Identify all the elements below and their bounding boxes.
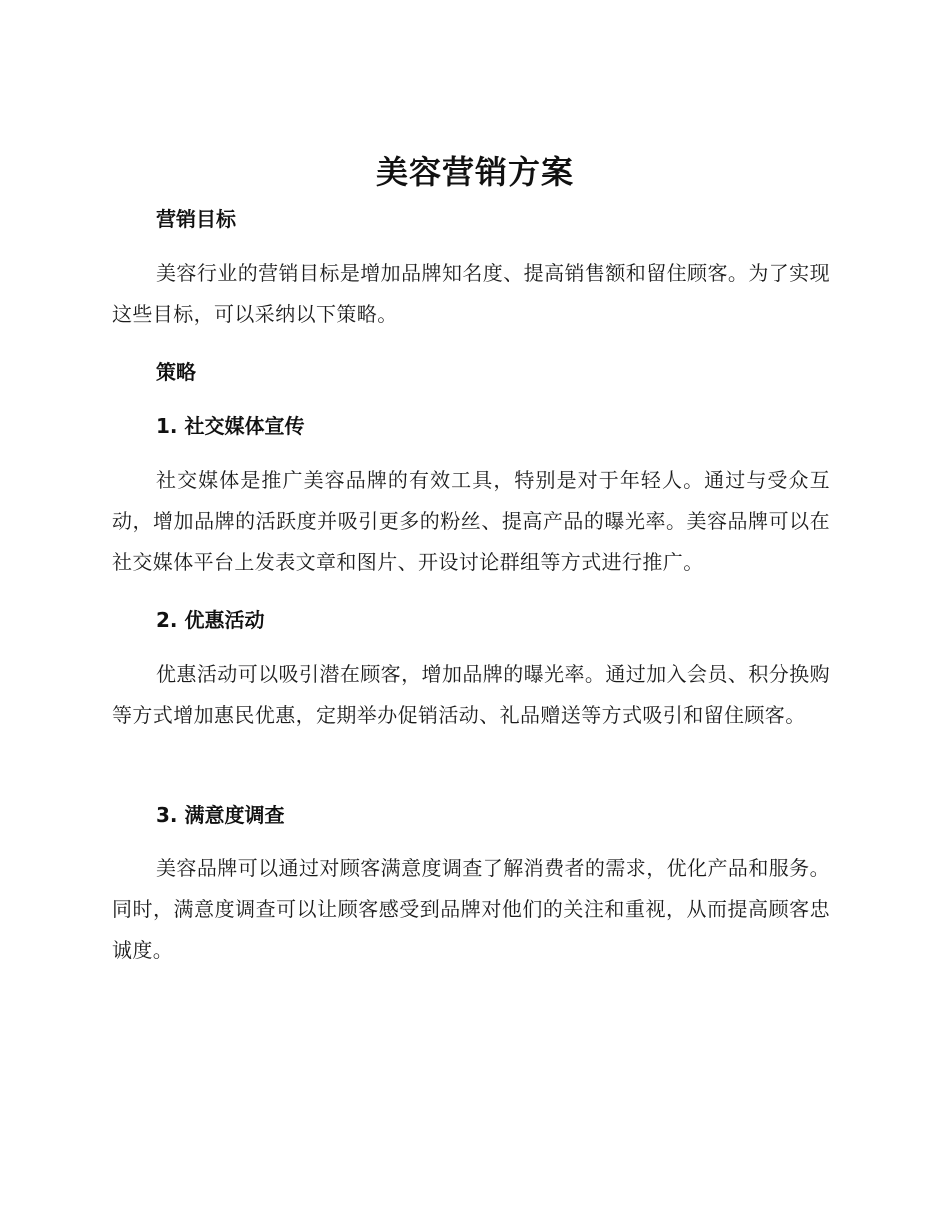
- document-title: 美容营销方案: [375, 153, 574, 191]
- paragraph-social-media: 社交媒体是推广美容品牌的有效工具，特别是对于年轻人。通过与受众互动，增加品牌的活跃度并吸引更多的粉丝、提高产品的曝光率。美容品牌可以在社交媒体平台上发表文章和图片、开设讨论群组等方式进行推广。: [112, 468, 830, 574]
- section-heading-strategy: 策略: [156, 360, 196, 384]
- paragraph-marketing-goal: 美容行业的营销目标是增加品牌知名度、提高销售额和留住顾客。为了实现这些目标，可以采纳以下策略。: [112, 261, 830, 326]
- paragraph-satisfaction-survey: 美容品牌可以通过对顾客满意度调查了解消费者的需求，优化产品和服务。同时，满意度调查可以让顾客感受到品牌对他们的关注和重视，从而提高顾客忠诚度。: [112, 856, 830, 962]
- section-heading-marketing-goal: 营销目标: [156, 207, 236, 231]
- subsection-heading-satisfaction-survey: 3. 满意度调查: [156, 803, 285, 827]
- paragraph-promotions: 优惠活动可以吸引潜在顾客，增加品牌的曝光率。通过加入会员、积分换购等方式增加惠民优惠，定期举办促销活动、礼品赠送等方式吸引和留住顾客。: [112, 662, 830, 727]
- subsection-heading-social-media: 1. 社交媒体宣传: [156, 414, 305, 438]
- subsection-heading-promotions: 2. 优惠活动: [156, 608, 265, 632]
